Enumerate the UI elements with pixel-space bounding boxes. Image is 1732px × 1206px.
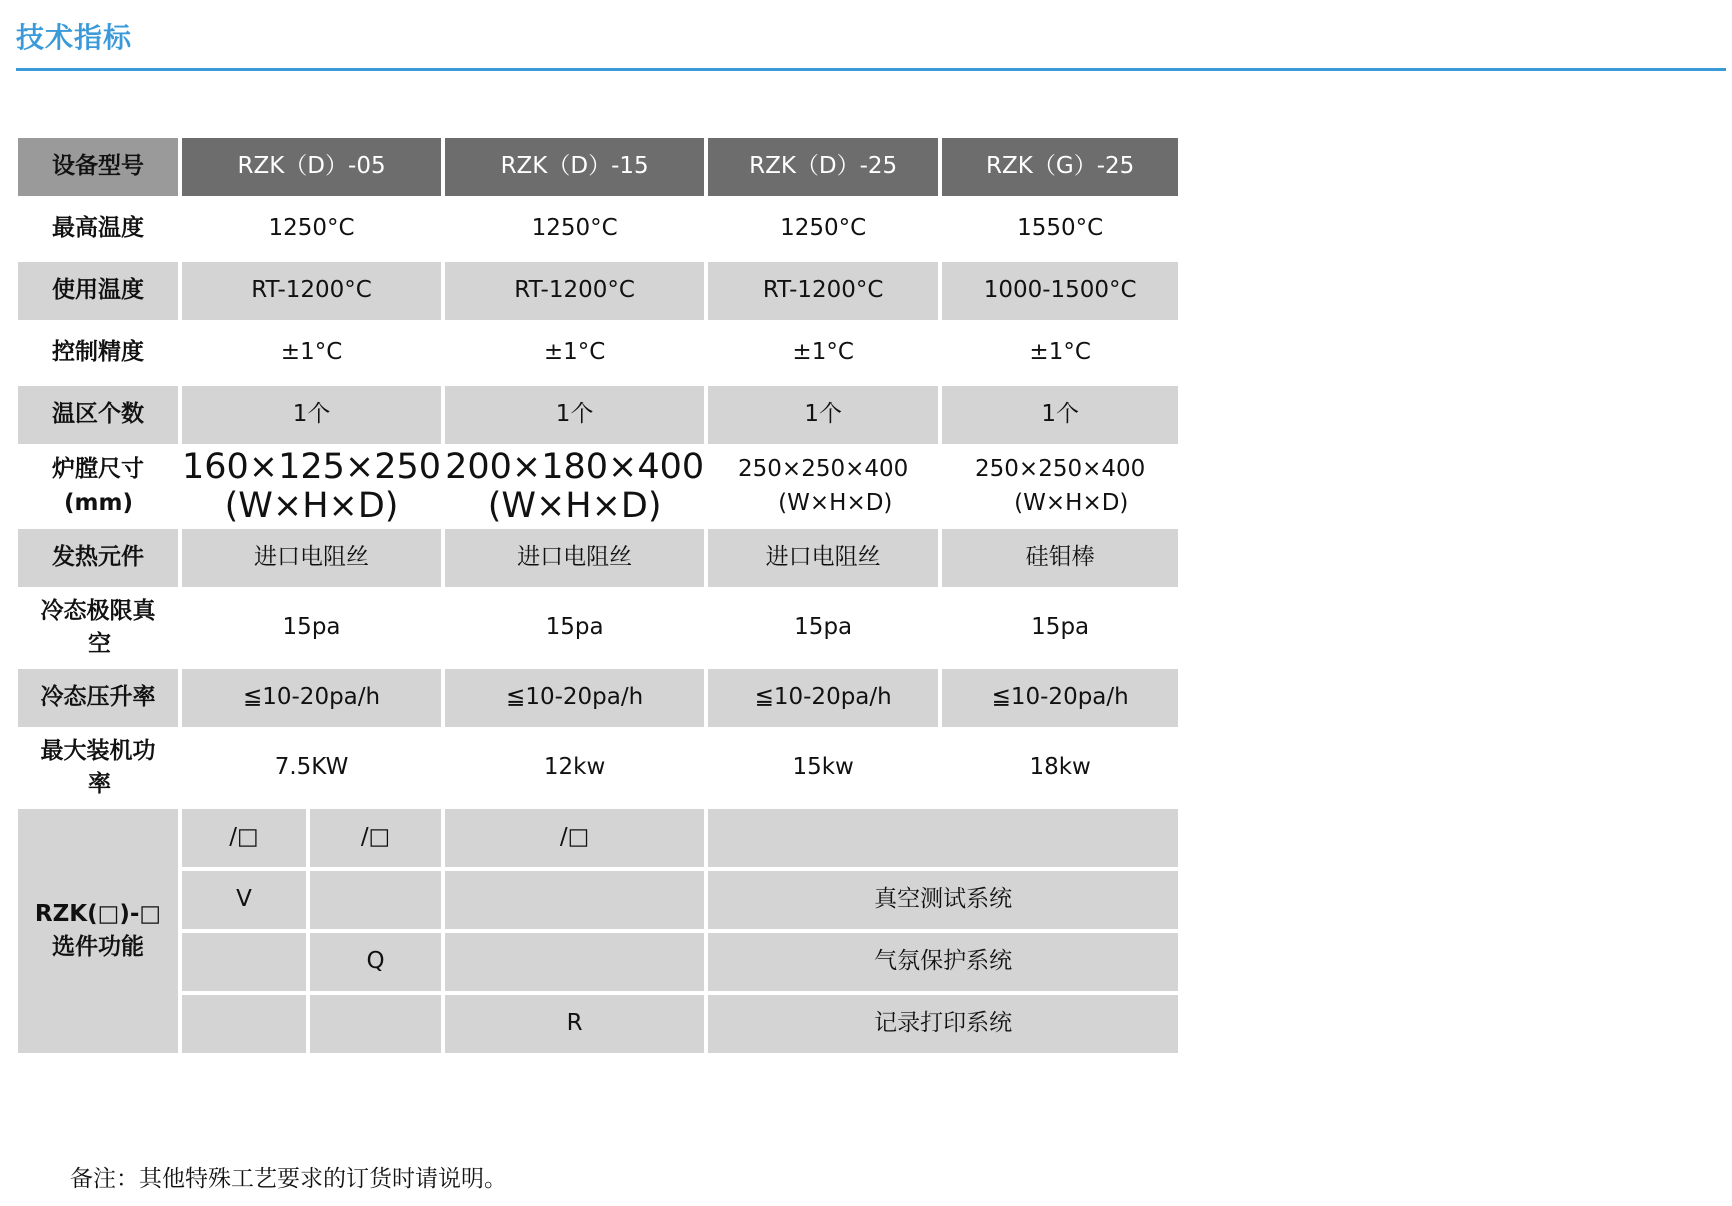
row-label: 冷态压升率 [18, 669, 178, 727]
footnote: 备注：其他特殊工艺要求的订货时请说明。 [70, 1166, 507, 1192]
table-row [18, 669, 1178, 727]
table-cell: 1个 [445, 386, 704, 444]
option-code: V [182, 871, 306, 929]
table-cell: ≦10-20pa/h [708, 669, 938, 727]
table-row [18, 200, 1178, 258]
table-cell: 1250°C [182, 200, 441, 258]
options-label-line: 选件功能 [52, 934, 144, 960]
table-cell: 1个 [942, 386, 1178, 444]
option-code: Q [310, 933, 441, 991]
cell-line: (W×H×D) [487, 485, 662, 525]
row-label [18, 591, 178, 665]
option-cell [445, 933, 704, 991]
table-cell: 15pa [445, 591, 704, 665]
table-cell: ±1°C [182, 324, 441, 382]
table-cell: 7.5KW [182, 731, 441, 805]
row-label-line: 炉膛尺寸 [52, 456, 144, 483]
table-cell: 1250°C [708, 200, 938, 258]
options-row [18, 809, 1178, 867]
table-cell: 硅钼棒 [942, 529, 1178, 587]
table-cell [445, 448, 704, 525]
option-cell [182, 933, 306, 991]
table-row [18, 386, 1178, 444]
model-header: RZK（D）-25 [708, 138, 938, 196]
option-cell [708, 809, 1178, 867]
table-cell: 15pa [708, 591, 938, 665]
option-code: R [445, 995, 704, 1053]
table-cell: ≦10-20pa/h [445, 669, 704, 727]
cell-line: 250×250×400 [975, 456, 1146, 483]
cell-line: (W×H×D) [1014, 489, 1129, 516]
option-cell [310, 871, 441, 929]
row-label [18, 731, 178, 805]
row-label-line: 冷态极限真 [40, 597, 156, 624]
table-header-row [18, 138, 1178, 196]
table-cell: ±1°C [445, 324, 704, 382]
header-label: 设备型号 [18, 138, 178, 196]
table-cell: 进口电阻丝 [182, 529, 441, 587]
cell-line: (W×H×D) [778, 489, 893, 516]
cell-line: 200×180×400 [445, 448, 705, 487]
table-cell: 1个 [182, 386, 441, 444]
table-cell: 1550°C [942, 200, 1178, 258]
options-label-line: RZK(□)-□ [34, 900, 162, 927]
table-cell: ±1°C [942, 324, 1178, 382]
table-row [18, 591, 1178, 665]
model-header: RZK（D）-15 [445, 138, 704, 196]
row-label-line: (mm) [64, 489, 133, 516]
options-row [18, 933, 1178, 991]
table-cell: 进口电阻丝 [708, 529, 938, 587]
option-cell: /□ [445, 809, 704, 867]
options-label [18, 809, 178, 1053]
table-row [18, 448, 1178, 525]
table-row [18, 324, 1178, 382]
row-label: 发热元件 [18, 529, 178, 587]
table-cell: ±1°C [708, 324, 938, 382]
table-cell: 1250°C [445, 200, 704, 258]
table-row [18, 731, 1178, 805]
cell-line: 160×125×250 [182, 448, 442, 487]
table-cell: 12kw [445, 731, 704, 805]
options-row [18, 995, 1178, 1053]
option-cell: /□ [182, 809, 306, 867]
row-label [18, 448, 178, 525]
title-divider [16, 68, 1726, 71]
option-cell: /□ [310, 809, 441, 867]
table-cell: 1个 [708, 386, 938, 444]
section-title: 技术指标 [16, 21, 133, 54]
option-cell [182, 995, 306, 1053]
option-description: 记录打印系统 [708, 995, 1178, 1053]
cell-line: (W×H×D) [224, 485, 399, 525]
table-cell: RT-1200°C [445, 262, 704, 320]
table-cell: 15pa [942, 591, 1178, 665]
row-label: 最高温度 [18, 200, 178, 258]
table-cell [942, 448, 1178, 525]
option-cell [445, 871, 704, 929]
table-cell: 18kw [942, 731, 1178, 805]
row-label-line: 空 [88, 631, 111, 657]
options-row [18, 871, 1178, 929]
option-description: 气氛保护系统 [708, 933, 1178, 991]
table-cell: RT-1200°C [182, 262, 441, 320]
table-cell: 15kw [708, 731, 938, 805]
row-label-line: 率 [88, 771, 111, 797]
table-cell [182, 448, 441, 525]
spec-table [14, 134, 1182, 1057]
table-cell: 进口电阻丝 [445, 529, 704, 587]
table-cell: RT-1200°C [708, 262, 938, 320]
row-label: 温区个数 [18, 386, 178, 444]
table-cell: ≦10-20pa/h [942, 669, 1178, 727]
row-label-line: 最大装机功 [40, 737, 156, 764]
table-row [18, 262, 1178, 320]
row-label: 使用温度 [18, 262, 178, 320]
table-cell: 15pa [182, 591, 441, 665]
table-cell [708, 448, 938, 525]
option-description: 真空测试系统 [708, 871, 1178, 929]
model-header: RZK（D）-05 [182, 138, 441, 196]
table-row [18, 529, 1178, 587]
table-cell: ≦10-20pa/h [182, 669, 441, 727]
option-cell [310, 995, 441, 1053]
cell-line: 250×250×400 [738, 456, 909, 483]
row-label: 控制精度 [18, 324, 178, 382]
table-cell: 1000-1500°C [942, 262, 1178, 320]
model-header: RZK（G）-25 [942, 138, 1178, 196]
